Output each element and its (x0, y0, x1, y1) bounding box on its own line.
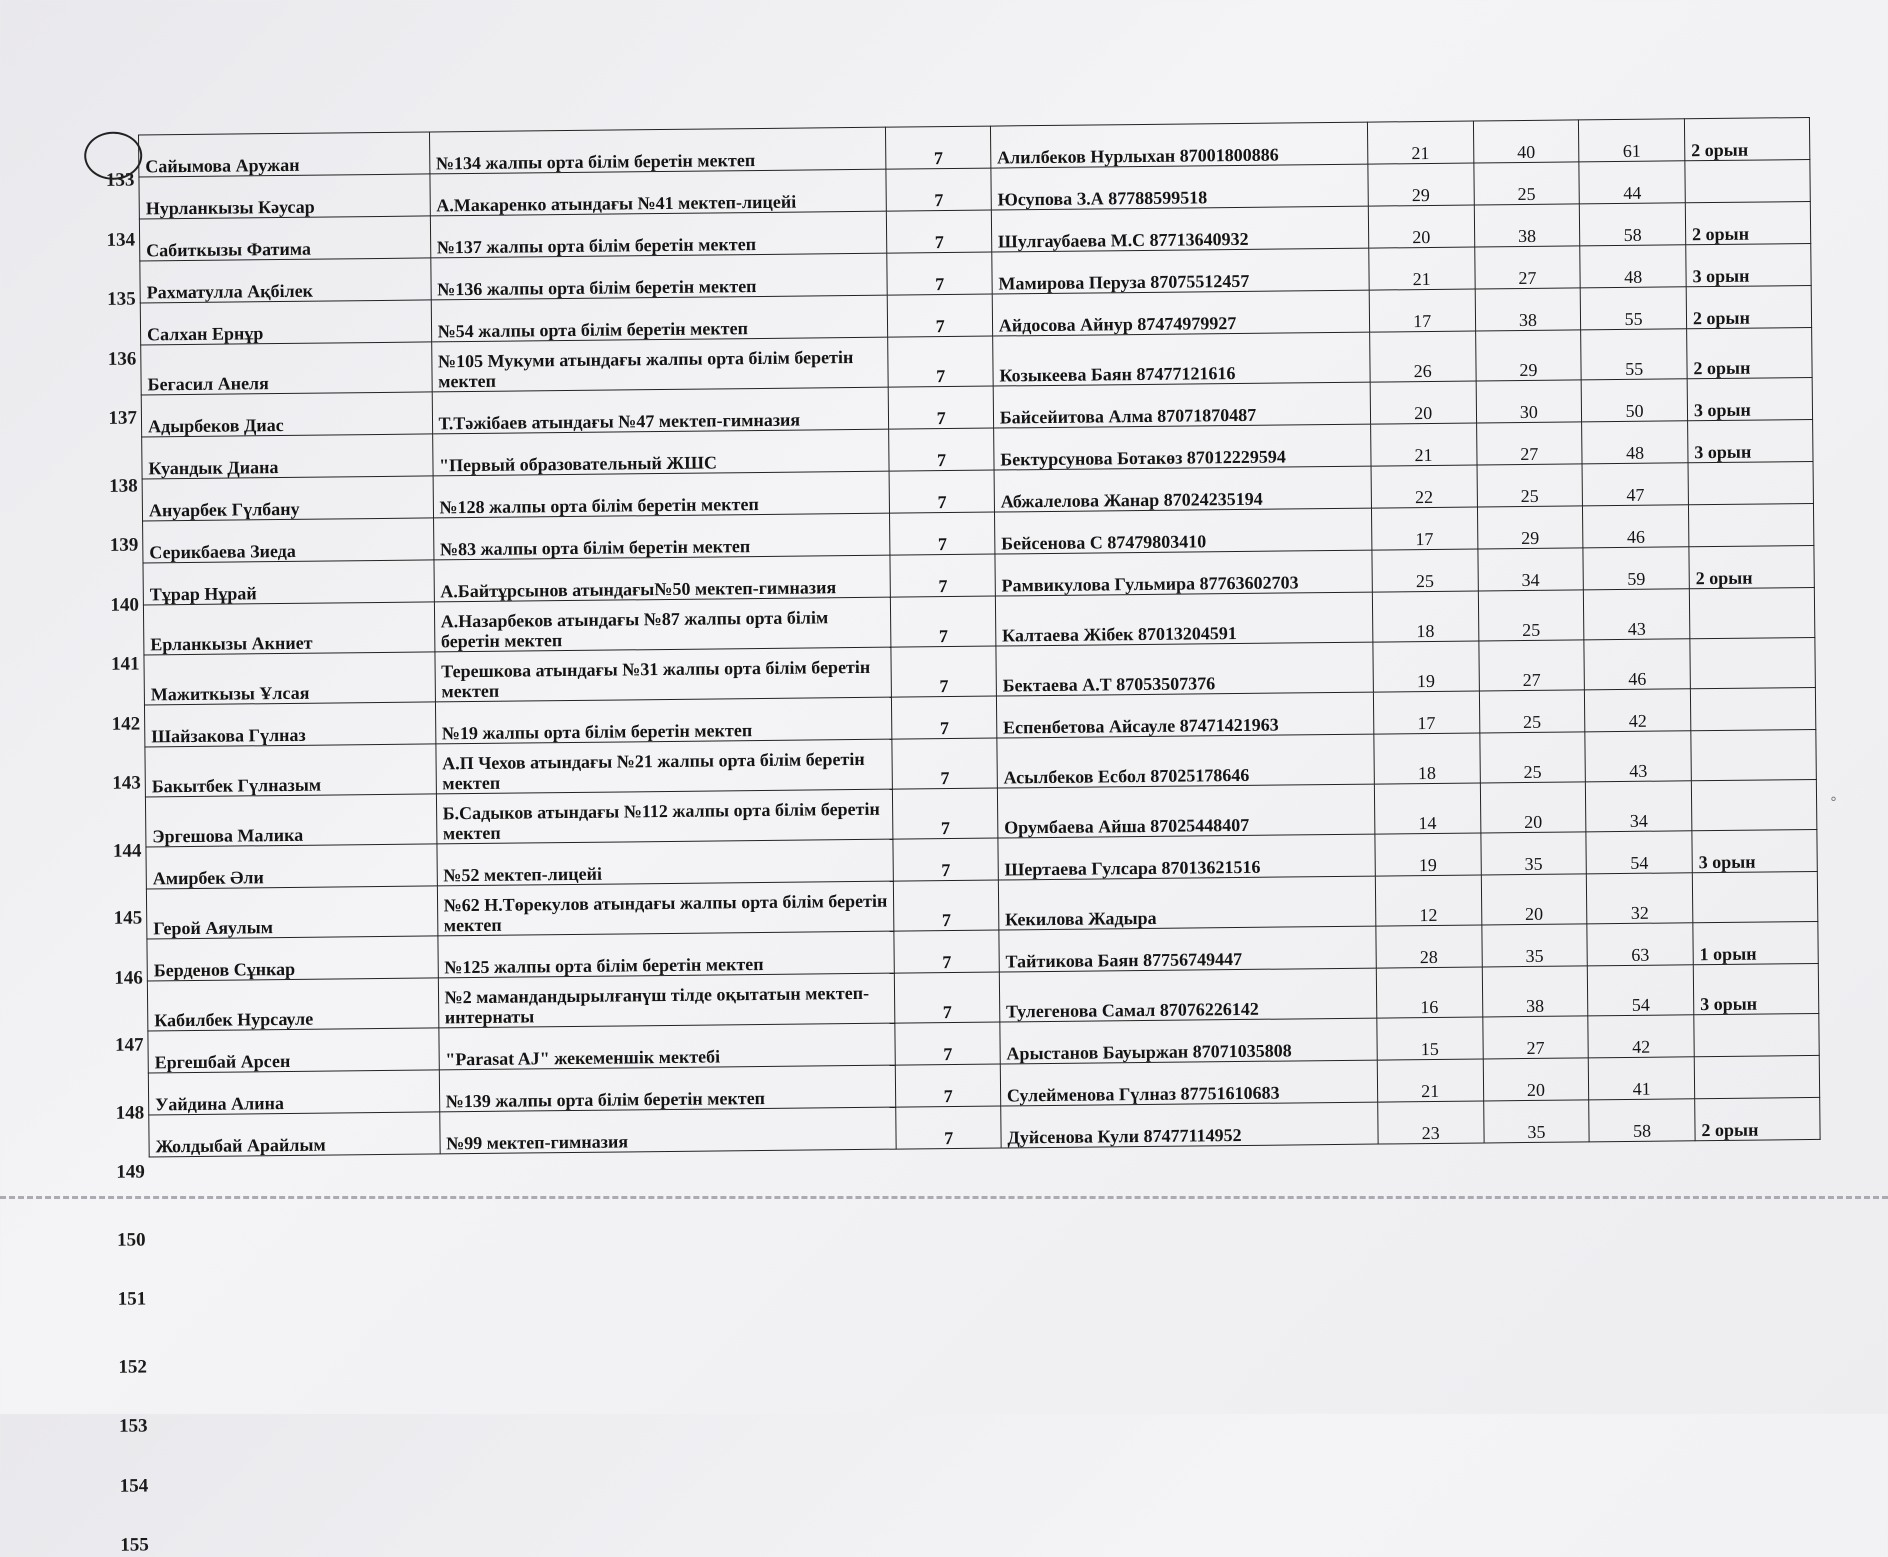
student-name: Куандык Диана (142, 434, 433, 479)
teacher-contact: Бектурсунова Ботакөз 87012229594 (993, 424, 1370, 470)
place-award: 3 орын (1686, 243, 1811, 286)
grade: 7 (889, 428, 994, 471)
place-award (1685, 159, 1810, 202)
row-number: 140 (110, 594, 140, 616)
grade: 7 (892, 738, 997, 789)
teacher-contact: Арыстанов Бауыржан 87071035808 (1000, 1018, 1377, 1064)
row-number: 144 (112, 840, 142, 862)
student-name: Сайымова Аружан (139, 132, 430, 177)
score-2: 27 (1474, 246, 1580, 289)
total-score: 47 (1582, 463, 1688, 506)
school-name: А.Байтұрсынов атындағы№50 мектеп-гимназия (434, 555, 891, 602)
score-1: 17 (1373, 691, 1479, 734)
row-number: 137 (108, 407, 138, 430)
place-award: 3 орын (1692, 829, 1817, 872)
score-2: 27 (1476, 422, 1582, 465)
total-score: 42 (1588, 1015, 1694, 1058)
total-score: 42 (1585, 689, 1691, 732)
student-name: Мажиткызы Ұлсая (144, 652, 435, 705)
grade: 7 (895, 972, 1000, 1023)
row-number: 134 (106, 229, 136, 251)
teacher-contact: Козыкеева Баян 87477121616 (992, 332, 1369, 386)
school-name: №52 мектеп-лицейі (437, 839, 894, 886)
score-1: 14 (1374, 783, 1480, 834)
place-award: 2 орын (1686, 285, 1811, 328)
row-number: 138 (109, 475, 138, 497)
score-2: 38 (1475, 288, 1581, 331)
place-award (1691, 729, 1817, 780)
teacher-contact: Шертаева Гулсара 87013621516 (998, 834, 1375, 880)
student-name: Сабиткызы Фатима (139, 216, 430, 261)
score-2: 40 (1473, 120, 1579, 163)
school-name: №128 жалпы орта білім беретін мектеп (433, 471, 890, 518)
total-score: 58 (1589, 1099, 1695, 1142)
teacher-contact: Абжалелова Жанар 87024235194 (994, 466, 1371, 512)
score-2: 34 (1477, 548, 1583, 591)
row-number: 145 (113, 907, 143, 930)
student-name: Берденов Сұнкар (147, 936, 438, 981)
score-2: 38 (1482, 966, 1588, 1017)
student-name: Кабилбек Нурсауле (147, 978, 438, 1031)
grade: 7 (888, 294, 993, 337)
place-award (1691, 779, 1817, 830)
school-name: "Parasat AJ" жекеменшік мектебі (438, 1023, 895, 1070)
school-name: №62 Н.Төрекулов атындағы жалпы орта білім беретін мектеп (437, 881, 894, 936)
grade: 7 (887, 252, 992, 295)
total-score: 61 (1579, 119, 1685, 162)
teacher-contact: Тайтикова Баян 87756749447 (999, 926, 1376, 972)
grade: 7 (890, 512, 995, 555)
student-name: Шайзакова Гүлназ (144, 702, 435, 747)
score-2: 20 (1480, 782, 1586, 833)
row-number: 153 (118, 1415, 148, 1438)
row-number: 155 (120, 1534, 149, 1557)
score-2: 35 (1480, 832, 1586, 875)
score-2: 20 (1481, 874, 1587, 925)
student-name: Рахматулла Ақбілек (140, 258, 431, 303)
school-name: №105 Мукуми атындағы жалпы орта білім беретін мектеп (431, 337, 888, 392)
teacher-contact: Мамирова Перуза 87075512457 (992, 248, 1369, 294)
teacher-contact: Бейсенова С 87479803410 (994, 508, 1371, 554)
school-name: №2 мамандандырылғанүш тілде оқытатын мектеп-интернаты (438, 973, 895, 1028)
place-award (1689, 587, 1815, 638)
row-number: 143 (112, 772, 141, 795)
place-award: 3 орын (1687, 377, 1812, 420)
score-1: 19 (1373, 641, 1479, 692)
row-number: 141 (110, 653, 140, 676)
place-award: 2 орын (1684, 117, 1809, 160)
results-table (138, 117, 1821, 1157)
grade: 7 (890, 554, 995, 597)
grade: 7 (892, 696, 997, 739)
score-1: 18 (1372, 591, 1478, 642)
grade: 7 (888, 336, 993, 387)
student-name: Ануарбек Гүлбану (142, 476, 433, 521)
score-1: 22 (1371, 465, 1477, 508)
school-name: Б.Садыков атындағы №112 жалпы орта білім беретін мектеп (436, 789, 893, 844)
grade: 7 (893, 788, 998, 839)
row-number: 142 (111, 713, 141, 735)
score-1: 20 (1368, 205, 1474, 248)
total-score: 43 (1585, 731, 1691, 782)
grade: 7 (887, 210, 992, 253)
score-2: 29 (1477, 506, 1583, 549)
student-name: Уайдина Алина (148, 1070, 439, 1115)
school-name: №137 жалпы орта білім беретін мектеп (430, 211, 887, 258)
paper-fold-line (0, 1196, 1888, 1209)
total-score: 54 (1586, 831, 1692, 874)
grade: 7 (891, 646, 996, 697)
score-1: 15 (1377, 1017, 1483, 1060)
teacher-contact: Калтаева Жібек 87013204591 (995, 592, 1372, 646)
school-name: №125 жалпы орта білім беретін мектеп (437, 931, 894, 978)
score-1: 29 (1368, 163, 1474, 206)
score-2: 35 (1483, 1100, 1589, 1143)
total-score: 46 (1583, 505, 1689, 548)
score-1: 21 (1369, 247, 1475, 290)
grade: 7 (891, 596, 996, 647)
school-name: "Первый образовательный ЖШС (432, 429, 889, 476)
place-award (1690, 687, 1815, 730)
student-name: Герой Аяулым (146, 886, 437, 939)
place-award: 1 орын (1693, 921, 1818, 964)
row-number: 135 (107, 289, 136, 311)
row-number: 151 (117, 1288, 147, 1311)
teacher-contact: Айдосова Айнур 87474979927 (992, 290, 1369, 336)
row-number: 148 (115, 1102, 145, 1124)
total-score: 55 (1581, 329, 1687, 380)
total-score: 50 (1581, 379, 1687, 422)
paper-mark: ° (1830, 795, 1837, 811)
score-2: 35 (1481, 924, 1587, 967)
grade: 7 (894, 880, 999, 931)
grade: 7 (886, 168, 991, 211)
student-name: Ергешбай Арсен (148, 1028, 439, 1073)
score-1: 28 (1376, 925, 1482, 968)
place-award: 2 орын (1685, 201, 1810, 244)
place-award (1690, 637, 1816, 688)
school-name: А.Макаренко атындағы №41 мектеп-лицейі (429, 169, 886, 216)
school-name: №99 мектеп-гимназия (439, 1107, 896, 1154)
student-name: Ерланкызы Акниет (143, 602, 434, 655)
row-number: 152 (118, 1356, 148, 1378)
grade: 7 (886, 126, 991, 169)
school-name: №83 жалпы орта білім беретін мектеп (433, 513, 890, 560)
total-score: 46 (1584, 639, 1690, 690)
school-name: №54 жалпы орта білім беретін мектеп (431, 295, 888, 342)
score-1: 18 (1374, 733, 1480, 784)
score-2: 25 (1473, 162, 1579, 205)
place-award (1688, 503, 1813, 546)
teacher-contact: Юсупова З.А 87788599518 (991, 164, 1368, 210)
teacher-contact: Бектаева А.Т 87053507376 (996, 642, 1373, 696)
student-name: Амирбек Әли (146, 844, 437, 889)
row-number: 154 (119, 1475, 149, 1497)
school-name: №136 жалпы орта білім беретін мектеп (430, 253, 887, 300)
total-score: 44 (1579, 161, 1685, 204)
score-1: 21 (1367, 121, 1473, 164)
teacher-contact: Шулгаубаева М.С 87713640932 (991, 206, 1368, 252)
total-score: 41 (1588, 1057, 1694, 1100)
score-1: 16 (1376, 967, 1482, 1018)
row-number: 136 (107, 348, 137, 370)
grade: 7 (894, 930, 999, 973)
teacher-contact: Орумбаева Айша 87025448407 (997, 784, 1374, 838)
total-score: 59 (1583, 547, 1689, 590)
grade: 7 (896, 1064, 1001, 1107)
score-1: 17 (1369, 289, 1475, 332)
student-name: Бегасил Анеля (141, 342, 432, 395)
teacher-contact: Еспенбетова Айсауле 87471421963 (996, 692, 1373, 738)
score-1: 21 (1377, 1059, 1483, 1102)
place-award: 3 орын (1693, 963, 1819, 1014)
score-2: 30 (1476, 380, 1582, 423)
total-score: 58 (1580, 203, 1686, 246)
score-2: 29 (1475, 330, 1581, 381)
row-number: 146 (114, 967, 143, 989)
grade: 7 (893, 838, 998, 881)
teacher-contact: Рамвикулова Гульмира 87763602703 (995, 550, 1372, 596)
student-name: Эргешова Малика (145, 794, 436, 847)
teacher-contact: Асылбеков Есбол 87025178646 (997, 734, 1374, 788)
place-award (1694, 1013, 1819, 1056)
score-2: 25 (1479, 690, 1585, 733)
teacher-contact: Байсейитова Алма 87071870487 (993, 382, 1370, 428)
place-award: 2 орын (1689, 545, 1814, 588)
teacher-contact: Тулегенова Самал 87076226142 (999, 968, 1376, 1022)
score-2: 20 (1483, 1058, 1589, 1101)
student-name: Адырбеков Диас (141, 392, 432, 437)
row-number: 147 (114, 1034, 144, 1057)
score-2: 25 (1479, 732, 1585, 783)
place-award (1694, 1055, 1819, 1098)
teacher-contact: Сулейменова Гүлназ 87751610683 (1000, 1060, 1377, 1106)
student-name: Жолдыбай Арайлым (149, 1112, 440, 1157)
row-number: 133 (105, 170, 135, 192)
score-1: 21 (1370, 423, 1476, 466)
student-name: Серикбаева Зиеда (143, 518, 434, 563)
place-award (1692, 871, 1818, 922)
score-1: 12 (1375, 875, 1481, 926)
score-2: 38 (1474, 204, 1580, 247)
total-score: 54 (1588, 965, 1694, 1016)
grade: 7 (896, 1106, 1001, 1149)
school-name: №139 жалпы орта білім беретін мектеп (439, 1065, 896, 1112)
school-name: А.Назарбеков атындағы №87 жалпы орта білім беретін мектеп (434, 597, 891, 652)
student-name: Бакытбек Гүлназым (145, 744, 436, 797)
place-award (1688, 461, 1813, 504)
total-score: 63 (1587, 923, 1693, 966)
teacher-contact: Кекилова Жадыра (998, 876, 1375, 930)
total-score: 48 (1582, 421, 1688, 464)
total-score: 34 (1586, 781, 1692, 832)
place-award: 3 орын (1688, 419, 1813, 462)
total-score: 55 (1580, 287, 1686, 330)
school-name: №19 жалпы орта білім беретін мектеп (435, 697, 892, 744)
grade: 7 (890, 470, 995, 513)
score-1: 25 (1372, 549, 1478, 592)
document-sheet (90, 117, 1822, 1557)
school-name: А.П Чехов атындағы №21 жалпы орта білім беретін мектеп (435, 739, 892, 794)
score-2: 27 (1482, 1016, 1588, 1059)
row-number: 149 (116, 1161, 145, 1184)
row-number: 139 (109, 534, 139, 557)
student-name: Тұрар Нұрай (143, 560, 434, 605)
score-1: 20 (1370, 381, 1476, 424)
student-name: Салхан Ернұр (140, 300, 431, 345)
score-1: 23 (1377, 1101, 1483, 1144)
teacher-contact: Алилбеков Нурлыхан 87001800886 (990, 122, 1367, 168)
grade: 7 (895, 1022, 1000, 1065)
score-1: 26 (1369, 331, 1475, 382)
score-2: 25 (1477, 464, 1583, 507)
score-2: 27 (1478, 640, 1584, 691)
score-2: 25 (1478, 590, 1584, 641)
total-score: 43 (1584, 589, 1690, 640)
row-number: 150 (116, 1229, 146, 1251)
teacher-contact: Дуйсенова Кули 87477114952 (1001, 1102, 1378, 1148)
grade: 7 (889, 386, 994, 429)
student-name: Нурланкызы Кәусар (139, 174, 430, 219)
place-award: 2 орын (1695, 1097, 1820, 1140)
place-award: 2 орын (1687, 327, 1813, 378)
school-name: Т.Тәжібаев атындағы №47 мектеп-гимназия (432, 387, 889, 434)
school-name: №134 жалпы орта білім беретін мектеп (429, 127, 886, 174)
score-1: 17 (1371, 507, 1477, 550)
total-score: 32 (1587, 873, 1693, 924)
total-score: 48 (1580, 245, 1686, 288)
school-name: Терешкова атындағы №31 жалпы орта білім беретін мектеп (434, 647, 891, 702)
score-1: 19 (1375, 833, 1481, 876)
